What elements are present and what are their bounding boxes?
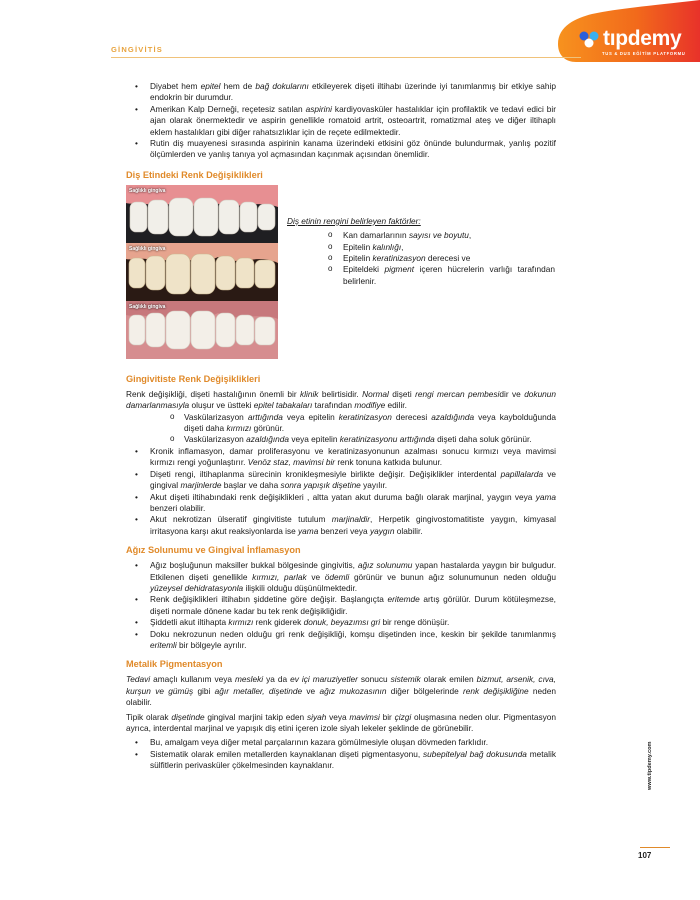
emphasis-text: arttığında xyxy=(247,411,283,422)
emphasis-text: pigment xyxy=(384,264,415,275)
bullet-item: • Renk değişiklikleri iltihabın şiddetine göre değişir. Başlangıçta eritemde artış görülür. Durum kötüleşmezse, dişeti normale dönene kadar bu tek renk değişikliğidir. xyxy=(126,594,556,617)
intro-bullet-list xyxy=(126,81,556,161)
emphasis-text: Venöz staz, mavimsi bir xyxy=(247,457,336,468)
intro-bullet: • Diyabet hem epitel hem de bağ dokularını etkileyerek dişeti iltihabı üzerinde iyi tanımlanmış bir etkiye sahip endokrin bir durumdur. xyxy=(126,81,556,104)
photo-label: Sağlıklı gingiva xyxy=(129,303,166,310)
bullet-item: • Şiddetli akut iltihapta kırmızı renk giderek donuk, beyazımsı gri bir renge dönüşür. xyxy=(126,617,556,628)
bullet-item: • Akut nekrotizan ülseratif gingivitiste tutulum marjinaldir, Herpetik gingivostomatitiste yaygın, kimyasal irritasyona karşı akut reaksiyonlarda ise yama benzeri veya yaygın olabilir. xyxy=(126,514,556,537)
running-header: GİNGİVİTİS xyxy=(111,45,164,54)
emphasis-text: Tedavi xyxy=(126,674,151,685)
paragraph: Renk değişikliği, dişeti hastalığının önemli bir klinik belirtisidir. Normal dişeti rengi mercan pembesidir ve dokunun damarlanmasıyla oluşur ve üstteki epitel tabakaları tarafından modifiye edilir. xyxy=(126,388,557,411)
emphasis-text: aspirini xyxy=(305,103,332,114)
bullet-item: • Bu, amalgam veya diğer metal parçalarının kazara gömülmesiyle oluşan dövmeden farklıdır. xyxy=(126,737,556,748)
emphasis-text: subepitelyal bağ dokusunda xyxy=(422,748,527,759)
emphasis-text: renk değişikliğine xyxy=(463,685,529,696)
bullet-item: • Akut dişeti iltihabındaki renk değişiklikleri , altta yatan akut duruma bağlı olarak marjinal, yaygın veya yama benzeri olabilir. xyxy=(126,492,556,515)
emphasis-text: yama xyxy=(535,491,556,502)
factor-item: o Epiteldeki pigment içeren hücrelerin varlığı tarafından belirlenir. xyxy=(287,264,555,287)
emphasis-text: yüzeysel dehidratasyonla xyxy=(150,582,244,593)
emphasis-text: kırmızı, parlak xyxy=(252,571,307,582)
bullet-item: • Ağız boşluğunun maksiller bukkal bölgesinde gingivitis, ağız solunumu yapan hastalarda yaygın bir bulgudur. Etkilenen dişeti genellikle kırmızı, parlak ve ödemli görünür ve bunun ağız solunumunun neden olduğu yüzeysel dehidratasyonla ilişkili olduğu düşünülmektedir. xyxy=(126,560,556,594)
website-url[interactable]: www.tipdemy.com xyxy=(647,741,653,790)
emphasis-text: modifiye xyxy=(354,400,386,411)
brand-tagline: TUS & DUS EĞİTİM PLATFORMU xyxy=(602,51,686,56)
bullet-list xyxy=(126,737,556,771)
gingiva-figure xyxy=(126,185,556,366)
emphasis-text: ağır metaller, dişetinde xyxy=(214,685,303,696)
section-heading-metallic-pigmentation: Metalik Pigmentasyon xyxy=(126,659,223,670)
section-heading-gingivitis-color: Gingivitiste Renk Değişiklikleri xyxy=(126,373,261,384)
gingiva-photo xyxy=(126,185,278,359)
emphasis-text: dokunun damarlanmasıyla xyxy=(126,388,557,411)
emphasis-text: kalınlığı xyxy=(372,241,402,252)
page-number-rule xyxy=(640,847,670,848)
emphasis-text: klinik xyxy=(300,388,319,399)
emphasis-text: keratinizasyon xyxy=(372,253,426,264)
bullet-item: • Dişeti rengi, iltihaplanma sürecinin kronikleşmesiyle birlikte değişir. Değişiklikler interdental papillalarda ve gingival marjinlerde başlar ve daha sonra yapışık dişetine yayılır. xyxy=(126,469,556,492)
photo-label: Sağlıklı gingiva xyxy=(129,245,166,252)
emphasis-text: mesleki xyxy=(235,674,264,685)
emphasis-text: azaldığında xyxy=(246,434,290,445)
photo-label: Sağlıklı gingiva xyxy=(129,187,166,194)
bullet-item: • Sistematik olarak emilen metallerden kaynaklanan dişeti pigmentasyonu, subepitelyal bağ dokusunda metalik sülfitlerin perivasküler çökelmesinden kaynaklanır. xyxy=(126,749,556,772)
intro-bullet: • Rutin diş muayenesi sırasında aspirinin kanama üzerindeki etkisini göz önünde bulundurmak, yanlış pozitif ölçümlerden ve yanlış tanıya yol açmasından kaçınmak açısından önemlidir. xyxy=(126,138,556,161)
page-number: 107 xyxy=(638,851,652,860)
emphasis-text: ev içi maruziyetler xyxy=(290,674,358,685)
emphasis-text: sistemik xyxy=(390,674,421,685)
sub-bullet-list xyxy=(126,412,556,446)
section-heading-mouth-breathing: Ağız Solunumu ve Gingival İnflamasyon xyxy=(126,545,301,556)
factors-list xyxy=(287,230,555,287)
intro-bullet: • Amerikan Kalp Derneği, reçetesiz satılan aspirini kardiyovasküler hastalıklar için profilaktik ve tedavi edici bir ajan olarak önermektedir ve aspirin genellikle romatoid artrit, osteoartrit, romatizmal ateş ve diğer iltihaplı eklem hastalıkları gibi diğer rahatsızlıklar için de reçete edilmektedir. xyxy=(126,104,556,138)
bullet-list xyxy=(126,446,556,537)
emphasis-text: yaygın xyxy=(369,525,395,536)
emphasis-text: sonra yapışık dişetine xyxy=(280,480,361,491)
paragraph: Tipik olarak dişetinde gingival marjini takip eden siyah veya mavimsi bir çizgi oluşmasına neden olur. Pigmentasyon ayrıca, interdental marjinal ve yapışık diş etini içeren izole siyah lekeler şeklinde de görünebilir. xyxy=(126,711,557,733)
emphasis-text: siyah xyxy=(306,711,327,722)
gingiva-photo-strip xyxy=(126,301,278,359)
emphasis-text: eritemli xyxy=(150,639,177,650)
sub-bullet: o Vaskülarizasyon arttığında veya epitelin keratinizasyon derecesi azaldığında veya kaybolduğunda dişeti daha kırmızı görünür. xyxy=(126,412,556,435)
factor-item: o Epitelin keratinizasyon derecesi ve xyxy=(287,253,555,264)
emphasis-text: donuk, beyazımsı gri xyxy=(303,617,381,628)
emphasis-text: keratinizasyonu arttığında xyxy=(339,434,435,445)
bullet-list xyxy=(126,560,556,651)
brand[interactable] xyxy=(578,27,690,56)
page-content xyxy=(126,81,556,772)
factor-item: o Epitelin kalınlığı, xyxy=(287,242,555,253)
bullet-item: • Doku nekrozunun neden olduğu gri renk değişikliği, komşu dişetinden ince, keskin bir şekilde tanımlanmış eritemli bir bölgeyle ayrılır. xyxy=(126,629,556,652)
emphasis-text: epitel xyxy=(200,81,221,91)
emphasis-text: mavimsi xyxy=(349,711,380,722)
emphasis-text: ağız mukozasının xyxy=(319,685,387,696)
tipdemy-logo-icon xyxy=(578,30,600,48)
emphasis-text: dişetinde xyxy=(171,711,205,722)
emphasis-text: marjinaldir xyxy=(331,514,371,525)
factors-title: Diş etinin rengini belirleyen faktörler: xyxy=(287,215,421,226)
emphasis-text: sayısı ve boyutu xyxy=(408,230,469,241)
emphasis-text: eritemde xyxy=(387,594,420,605)
emphasis-text: ağız solunumu xyxy=(357,560,413,571)
gingiva-photo-strip xyxy=(126,185,278,243)
emphasis-text: kırmızı xyxy=(226,423,252,434)
emphasis-text: kırmızı xyxy=(228,617,254,628)
brand-name: tıpdemy xyxy=(603,27,682,50)
section-heading-color-changes: Diş Etindeki Renk Değişiklikleri xyxy=(126,169,263,180)
paragraph: Tedavi amaçlı kullanım veya mesleki ya da ev içi maruziyetler sonucu sistemik olarak emilen bizmut, arsenik, cıva, kurşun ve gümüş gibi ağır metaller, dişetinde ve ağız mukozasının diğer bölgelerinde renk değişikliğine neden olabilir. xyxy=(126,674,557,708)
color-factors xyxy=(287,216,555,287)
emphasis-text: marjinlerde xyxy=(180,480,222,491)
emphasis-text: bizmut, arsenik, cıva, kurşun ve gümüş xyxy=(126,674,556,696)
emphasis-text: rengi mercan pembesi xyxy=(415,388,500,399)
emphasis-text: papillalarda xyxy=(500,468,544,479)
emphasis-text: bağ dokularını xyxy=(255,81,309,91)
header-divider xyxy=(111,57,581,58)
gingiva-photo-strip xyxy=(126,243,278,301)
sub-bullet: o Vaskülarizasyon azaldığında veya epitelin keratinizasyonu arttığında dişeti daha soluk görünür. xyxy=(126,434,556,445)
emphasis-text: çizgi xyxy=(394,711,412,722)
bullet-item: • Kronik inflamasyon, damar proliferasyonu ve keratinizasyonunun azalması sonucu kırmızı veya mavimsi kırmızı rengi yoğunlaştırır. Venöz staz, mavimsi bir renk tonuna katkıda bulunur. xyxy=(126,446,556,469)
emphasis-text: ödemli xyxy=(324,571,350,582)
factor-item: o Kan damarlarının sayısı ve boyutu, xyxy=(287,230,555,241)
emphasis-text: azaldığında xyxy=(431,411,475,422)
emphasis-text: Normal xyxy=(362,388,389,399)
emphasis-text: epitel tabakaları xyxy=(253,400,313,411)
emphasis-text: keratinizasyon xyxy=(338,411,392,422)
emphasis-text: yama xyxy=(298,525,319,536)
